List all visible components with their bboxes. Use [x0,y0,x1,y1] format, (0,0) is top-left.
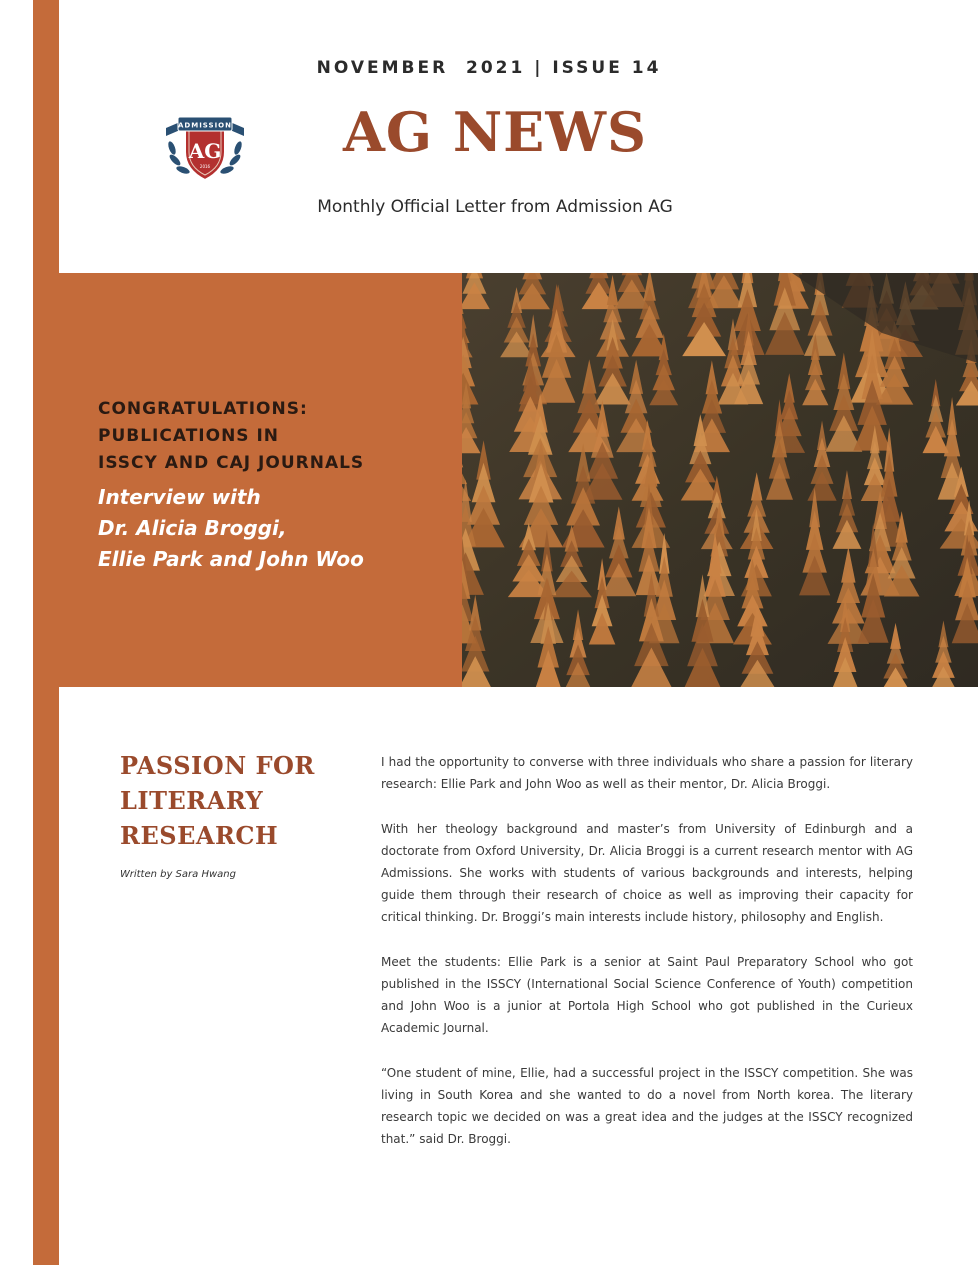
hero-subheading-line: Interview with [98,485,261,509]
hero-heading [98,396,418,477]
issue-line: NOVEMBER 2021 | ISSUE 14 [316,58,662,78]
hero-heading-line: PUBLICATIONS IN [98,426,280,446]
article-paragraph: With her theology background and master’s from University of Edinburgh and a doctorate from Oxford University, Dr. Alicia Broggi is a current research mentor with AG Admissions. She works with students of various backgrounds and interests, helping guide them through their research of choice as well as improving their capacity for critical thinking. Dr. Broggi’s main interests include history, philosophy and English. [381,822,913,924]
hero-heading-line: ISSCY AND CAJ JOURNALS [98,453,365,473]
article-paragraph: I had the opportunity to converse with three individuals who share a passion for literary research: Ellie Park and John Woo as well as their mentor, Dr. Alicia Broggi. [381,755,913,791]
hero-banner [59,273,978,687]
article-body [381,751,913,1173]
article-paragraph: “One student of mine, Ellie, had a successful project in the ISSCY competition. She was living in South Korea and she wanted to do a novel from North korea. The literary research topic we decided on was a great idea and the judges at the ISSCY recognized that.” said Dr. Broggi. [381,1066,913,1146]
left-accent-bar [33,0,59,1265]
svg-text:2016: 2016 [199,164,211,169]
newsletter-title: AG NEWS [343,100,647,164]
svg-text:AG: AG [188,139,222,163]
hero-subheading-line: Dr. Alicia Broggi, [98,516,287,540]
hero-color-panel [59,273,462,687]
section-title-line: PASSION FOR [120,751,315,780]
hero-heading-line: CONGRATULATIONS: [98,399,308,419]
byline: Written by Sara Hwang [120,869,236,880]
hero-subheading-line: Ellie Park and John Woo [98,547,364,571]
section-title-line: LITERARY [120,786,264,815]
newsletter-subtitle: Monthly Official Letter from Admission AG [317,197,673,217]
article-paragraph: Meet the students: Ellie Park is a senior at Saint Paul Preparatory School who got published in the ISSCY (International Social Science Conference of Youth) competition and John Woo is a junior at Portola High School who got published in the Curieux Academic Journal. [381,955,913,1035]
svg-text:ADMISSION: ADMISSION [178,121,232,130]
section-title-line: RESEARCH [120,821,279,850]
autumn-forest-image [462,273,978,687]
section-title [120,748,340,853]
hero-subheading [98,482,428,575]
